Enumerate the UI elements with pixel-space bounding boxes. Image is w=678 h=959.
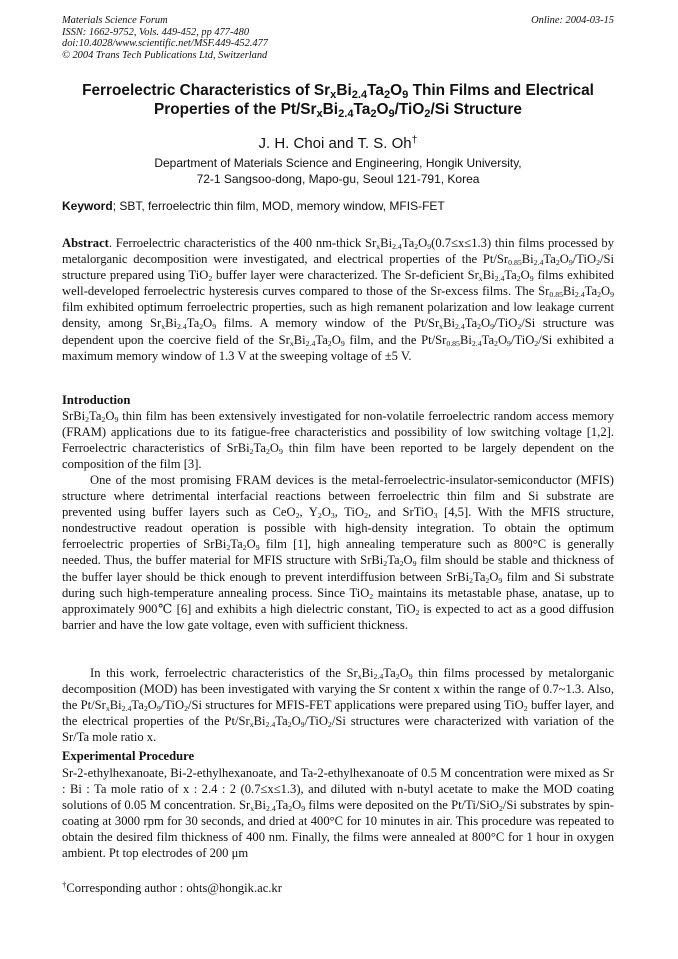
keywords (62, 199, 614, 213)
introduction-paragraph-2: One of the most promising FRAM devices is the metal-ferroelectric-insulator-semiconductor (MFIS) structure where detrimental interfacial reactions between ferroelectric thin film and Si substrate are prevented using buffer layers such as CeO$_2$, $Y_2O_3$, TiO$_2$, and SrTiO$_3$ [4,5]. With the MFIS structure, nondestructive readout operation is possible with high-density integration. To obtain the optimum ferroelectric properties of $SrBi_2Ta_2O_9$ film [1], high annealing temperature such as 800°C is generally needed. Thus, the buffer material for MFIS structure with $SrBi_2Ta_2O_9$ film should be stable and thickness of the buffer layer should be thick enough to prevent interdiffusion between $SrBi_2Ta_2O_9$ film and Si substrate during such high-temperature annealing process. Since TiO$_2$ maintains its metastable phase, anatase, up to approximately 900℃ [6] and exhibits a high dielectric constant, TiO$_2$ is expected to act as a good diffusion barrier and have the low gate voltage, even with sufficient thickness. (62, 473, 615, 632)
abstract (62, 235, 614, 364)
footnote (62, 881, 282, 896)
affiliation-line-1: Department of Materials Science and Engineering, Hongik University, (154, 156, 522, 170)
issn-line: ISSN: 1662-9752, Vols. 449-452, pp 477-480 (62, 26, 250, 38)
keywords-text: ; SBT, ferroelectric thin film, MOD, memory window, MFIS-FET (112, 199, 445, 213)
abstract-label: Abstract (62, 236, 109, 250)
journal-name: Materials Science Forum (62, 15, 168, 26)
footnote-text: Corresponding author : ohts@hongik.ac.kr (66, 881, 282, 895)
abstract-text: . Ferroelectric characteristics of the 400 nm-thick $Sr_xBi_{2.4}Ta_2O_9(0.7\le x\le 1.3)$ thin films processed by metalorganic decomposition were investigated, and electrical properties of the $Pt/Sr_{0.85}Bi_{2.4}Ta_2O_9/TiO_2/Si$ structure prepared using TiO$_2$ buffer layer were characterized. The Sr-deficient $Sr_xBi_{2.4}Ta_2O_9$ films exhibited well-developed ferroelectric hysteresis curves compared to those of the Sr-excess films. The $Sr_{0.85}Bi_{2.4}Ta_2O_9$ film exhibited optimum ferroelectric properties, such as high remanent polarization and low leakage current density, among $Sr_xBi_{2.4}Ta_2O_9$ films. A memory window of the $Pt/Sr_xBi_{2.4}Ta_2O_9/TiO_2/Si$ structure was dependent upon the coercive field of the $Sr_xBi_{2.4}Ta_2O_9$ film, and the $Pt/Sr_{0.85}Bi_{2.4}Ta_2O_9/TiO_2/Si$ exhibited a maximum memory window of 1.3 V at the sweeping voltage of ±5 V. (62, 236, 614, 363)
doi-line: doi:10.4028/www.scientific.net/MSF.449-452.477 (62, 38, 268, 50)
footnote-mark: † (62, 879, 67, 890)
introduction-paragraph-1: $SrBi_2Ta_2O_9$ thin film has been extensively investigated for non-volatile ferroelectric random access memory (FRAM) applications due to its fatigue-free characteristics and possibility of low switching voltage [1,2]. Ferroelectric characteristics of $SrBi_2Ta_2O_9$ thin film have been reported to be largely dependent on the composition of the film [3]. (62, 409, 614, 472)
affiliation (62, 156, 614, 187)
experimental-heading: Experimental Procedure (62, 749, 195, 763)
paper-title: Ferroelectric Characteristics of $Sr_xBi_{2.4}Ta_2O_9$ Thin Films and Electrical Properties of the $Pt/Sr_xBi_{2.4}Ta_2O_9/TiO_2/Si$ Structure (82, 82, 594, 120)
journal-header (62, 15, 614, 61)
introduction-paragraph-3: In this work, ferroelectric characteristics of the $Sr_xBi_{2.4}Ta_2O_9$ thin films processed by metalorganic decomposition (MOD) has been investigated with varying the Sr content x within the range of 0.7~1.3. Also, the $Pt/Sr_xBi_{2.4}Ta_2O_9/TiO_2/Si$ structures for MFIS-FET applications were prepared using TiO$_2$ buffer layer, and the electrical properties of the $Pt/Sr_xBi_{2.4}Ta_2O_9/TiO_2/Si$ structures were characterized with variation of the Sr/Ta mole ratio x. (62, 666, 615, 745)
affiliation-line-2: 72-1 Sangsoo-dong, Mapo-gu, Seoul 121-791, Korea (196, 171, 480, 186)
copyright-line: © 2004 Trans Tech Publications Ltd, Switzerland (62, 49, 268, 61)
experimental-paragraph-1: Sr-2-ethylhexanoate, Bi-2-ethylhexanoate, and Ta-2-ethylhexanoate of 0.5 M concentration were mixed as Sr : Bi : Ta mole ratio of x : 2.4 : 2 (0.7≤x≤1.3), and diluted with n-butyl acetate to make the MOD coating solutions of 0.05 M concentration. $Sr_xBi_{2.4}Ta_2O_9$ films were deposited on the Pt/Ti/SiO$_2$/Si substrates by spin-coating at 3000 rpm for 30 seconds, and dried at 400°C for 10 minutes in air. This procedure was repeated to obtain the desired film thickness of 400 nm. Finally, the films were annealed at 800°C for 1 hour in oxygen ambient. Pt top electrodes of 200 μm (62, 766, 614, 861)
keywords-label: Keyword (62, 199, 113, 213)
author-names: J. H. Choi and T. S. Oh (258, 135, 412, 152)
corresponding-mark: † (411, 133, 418, 146)
author-line (62, 135, 614, 152)
introduction-heading: Introduction (62, 393, 131, 407)
online-date: Online: 2004-03-15 (531, 15, 614, 26)
